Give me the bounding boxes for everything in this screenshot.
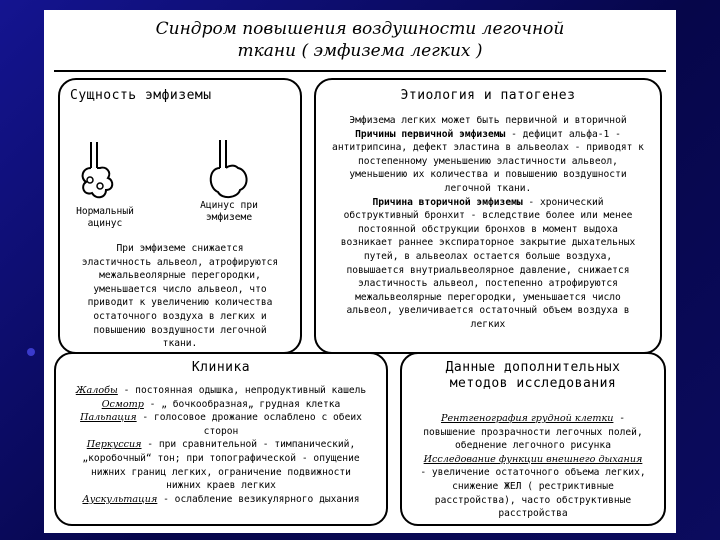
clinic-heading: Клиника [191, 360, 251, 375]
essence-panel [58, 78, 302, 354]
methods-text: Рентгенография грудной клетки - повышение прозрачности легочных полей, обеднение легочного рисунка Исследование функции внешнего дыхания - увеличение остаточного объема легких, снижение ЖЕЛ ( рестриктивные расстройства), часто обструктивные расстройства [420, 413, 646, 520]
essence-heading: Сущность эмфиземы [70, 88, 212, 103]
clinic-panel [54, 352, 388, 526]
methods-heading: Данные дополнительных методов исследования [445, 360, 621, 391]
normal-acinus-caption: Нормальный ацинус [76, 206, 134, 229]
etiology-panel [314, 78, 662, 354]
essence-text: При эмфиземе снижается эластичность альвеол, атрофируются межальвеолярные перегородки, уменьшается число альвеол, что приводит к увеличению количества остаточного воздуха в легких и повышению воздушности легочной ткани. [81, 243, 279, 350]
title-line-2: ткани ( эмфизема легких ) [237, 41, 483, 61]
clinic-text: Жалобы - постоянная одышка, непродуктивный кашель Осмотр - „ бочкообразная„ грудная клетка Пальпация - голосовое дрожание ослаблено с обеих сторон Перкуссия - при сравнительной - тимпанический, „коробочный“ тон; при топографической - опущение нижних границ легких, ограничение подвижности нижних краев легких Аускультация - ослабление везикулярного дыхания [75, 385, 367, 505]
methods-panel [400, 352, 666, 526]
slide [44, 10, 676, 533]
bullet-dot [27, 348, 35, 356]
etiology-heading: Этиология и патогенез [400, 88, 576, 103]
title-divider [54, 70, 666, 72]
emphysema-acinus-caption: Ацинус при эмфиземе [200, 200, 258, 223]
slide-title [44, 18, 676, 62]
title-line-1: Синдром повышения воздушности легочной [155, 19, 565, 39]
normal-acinus-icon [78, 140, 118, 202]
etiology-text: Эмфизема легких может быть первичной и вторичной Причины первичной эмфиземы - дефицит альфа-1 - антитрипсина, дефект эластина в альвеолах - приводят к постепенному уменьшению эластичности альвеол, уменьшению их количества и повышению воздушности легочной ткани. Причина вторичной эмфиземы - хронический обструктивный бронхит - вследствие более или менее постоянной обструкции бронхов в момент выдоха возникает раннее экспираторное закрытие дыхательных путей, в альвеолах остается больше воздуха, повышается внутриальвеолярное давление, снижается эластичность альвеол, постепенно атрофируются межальвеолярные перегородки, уменьшается число альвеол, увеличивается остаточный объем воздуха в легких [332, 115, 644, 330]
emphysema-acinus-icon [206, 138, 252, 200]
